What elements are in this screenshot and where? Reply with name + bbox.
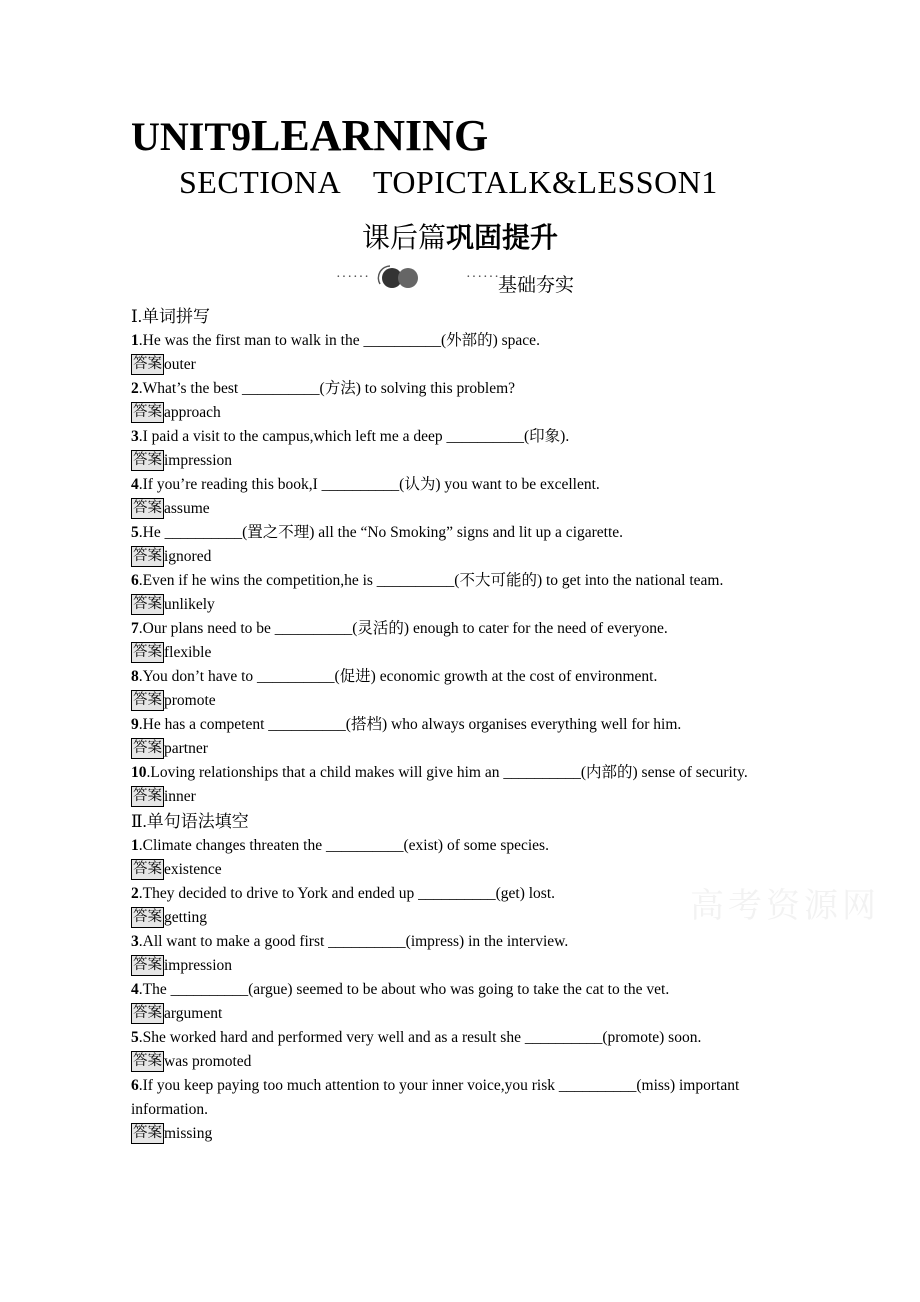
question-number: 5	[131, 1029, 139, 1046]
question-text: .Our plans need to be __________(灵活的) enough to cater for the need of everyone.	[138, 620, 668, 637]
answer-row	[131, 689, 791, 713]
answer-row	[131, 1122, 791, 1146]
answer-text: partner	[164, 740, 208, 757]
answer-text: flexible	[164, 644, 212, 661]
answer-row	[131, 641, 791, 665]
answer-tag: 答案	[131, 690, 164, 711]
question	[131, 761, 791, 785]
question-text: .You don’t have to __________(促进) economic growth at the cost of environment.	[138, 668, 658, 685]
question-text: .He has a competent __________(搭档) who always organises everything well for him.	[138, 716, 682, 733]
answer-tag: 答案	[131, 546, 164, 567]
answer-text: getting	[164, 909, 208, 926]
question	[131, 569, 791, 593]
answer-row	[131, 353, 791, 377]
exercise-content	[131, 304, 791, 1146]
question-number: 10	[131, 764, 147, 781]
answer-tag: 答案	[131, 450, 164, 471]
answer-text: inner	[164, 788, 196, 805]
answer-text: was promoted	[164, 1053, 252, 1070]
question-text: .Even if he wins the competition,he is __________(不大可能的) to get into the national team.	[138, 572, 724, 589]
answer-tag: 答案	[131, 498, 164, 519]
answer-tag: 答案	[131, 786, 164, 807]
answer-tag: 答案	[131, 354, 164, 375]
watermark-text: 高考资源网	[690, 886, 880, 926]
question	[131, 329, 791, 353]
question-text: .They decided to drive to York and ended up __________(get) lost.	[138, 885, 556, 902]
section-banner	[336, 262, 596, 294]
question-text: .If you keep paying too much attention to your inner voice,you risk __________(miss) important information.	[131, 1077, 740, 1118]
banner-label: 基础夯实	[498, 275, 575, 296]
unit-prefix: UNIT9	[131, 114, 252, 159]
question	[131, 377, 791, 401]
question-text: .Loving relationships that a child makes will give him an __________(内部的) sense of security.	[146, 764, 748, 781]
answer-row	[131, 449, 791, 473]
question-number: 7	[131, 620, 139, 637]
question-number: 2	[131, 380, 139, 397]
answer-tag: 答案	[131, 955, 164, 976]
question-number: 1	[131, 332, 139, 349]
answer-row	[131, 1002, 791, 1026]
question-text: .If you’re reading this book,I __________(认为) you want to be excellent.	[138, 476, 600, 493]
answer-tag: 答案	[131, 402, 164, 423]
answer-row	[131, 954, 791, 978]
answer-row	[131, 401, 791, 425]
section-heading: Ⅱ.单句语法填空	[131, 812, 249, 831]
question	[131, 665, 791, 689]
answer-tag: 答案	[131, 859, 164, 880]
question-number: 9	[131, 716, 139, 733]
question-text: .He was the first man to walk in the __________(外部的) space.	[138, 332, 540, 349]
question-number: 1	[131, 837, 139, 854]
answer-text: assume	[164, 500, 210, 517]
answer-row	[131, 545, 791, 569]
unit-title	[131, 110, 488, 161]
question-number: 8	[131, 668, 139, 685]
answer-text: ignored	[164, 548, 212, 565]
subtitle-plain: 课后篇	[361, 223, 446, 254]
answer-row	[131, 737, 791, 761]
answer-text: unlikely	[164, 596, 215, 613]
question-number: 6	[131, 572, 139, 589]
question	[131, 1026, 791, 1050]
question-number: 3	[131, 428, 139, 445]
page-subtitle	[0, 216, 920, 256]
answer-tag: 答案	[131, 594, 164, 615]
question-number: 2	[131, 885, 139, 902]
question	[131, 834, 791, 858]
section-title: SECTIONA TOPICTALK&LESSON1	[179, 164, 718, 200]
answer-row	[131, 785, 791, 809]
banner-dots-right: ······	[466, 270, 500, 285]
question	[131, 713, 791, 737]
answer-text: existence	[164, 861, 222, 878]
answer-row	[131, 497, 791, 521]
answer-tag: 答案	[131, 1123, 164, 1144]
answer-tag: 答案	[131, 907, 164, 928]
question	[131, 425, 791, 449]
answer-tag: 答案	[131, 1003, 164, 1024]
question-text: .The __________(argue) seemed to be about who was going to take the cat to the vet.	[138, 981, 670, 998]
question	[131, 978, 791, 1002]
question-text: .I paid a visit to the campus,which left me a deep __________(印象).	[138, 428, 570, 445]
question	[131, 617, 791, 641]
answer-text: outer	[164, 356, 196, 373]
question-text: .All want to make a good first __________(impress) in the interview.	[138, 933, 569, 950]
question	[131, 930, 791, 954]
answer-text: impression	[164, 452, 233, 469]
question-text: .She worked hard and performed very well and as a result she __________(promote) soon.	[138, 1029, 702, 1046]
answer-text: approach	[164, 404, 221, 421]
answer-tag: 答案	[131, 738, 164, 759]
question-number: 6	[131, 1077, 139, 1094]
circles-icon	[374, 262, 426, 292]
question	[131, 1074, 791, 1122]
answer-text: argument	[164, 1005, 223, 1022]
question-number: 4	[131, 981, 139, 998]
question-text: .He __________(置之不理) all the “No Smoking” signs and lit up a cigarette.	[138, 524, 624, 541]
subtitle-bold: 巩固提升	[446, 221, 559, 254]
answer-tag: 答案	[131, 642, 164, 663]
unit-name: LEARNING	[251, 111, 489, 160]
question	[131, 521, 791, 545]
question-number: 4	[131, 476, 139, 493]
answer-text: impression	[164, 957, 233, 974]
answer-row	[131, 1050, 791, 1074]
question-text: .What’s the best __________(方法) to solving this problem?	[138, 380, 516, 397]
section-heading: Ⅰ.单词拼写	[131, 307, 210, 326]
question-number: 3	[131, 933, 139, 950]
question	[131, 473, 791, 497]
answer-tag: 答案	[131, 1051, 164, 1072]
answer-text: promote	[164, 692, 216, 709]
banner-dots-left: ······	[336, 270, 370, 285]
question-number: 5	[131, 524, 139, 541]
question-text: .Climate changes threaten the __________(exist) of some species.	[138, 837, 549, 854]
answer-row	[131, 593, 791, 617]
answer-text: missing	[164, 1125, 213, 1142]
